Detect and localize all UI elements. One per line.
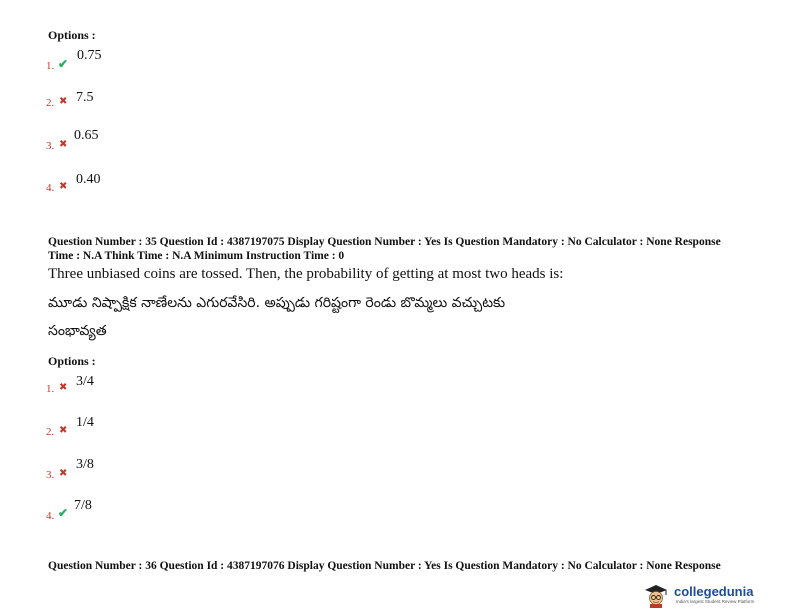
logo-wordmark: collegedunia	[674, 584, 754, 599]
cross-icon: ✖	[59, 96, 68, 107]
collegedunia-logo	[642, 584, 788, 608]
cross-icon: ✖	[59, 181, 68, 192]
question-text-telugu: మూడు నిష్పాక్షిక నాణేలను ఎగురవేసిరి. అప్పుడు గరిష్టంగా రెండు బొమ్మలు వచ్చుటకు	[48, 295, 506, 311]
question-meta-line: Question Number : 35 Question Id : 4387197075 Display Question Number : Yes Is Question Mandatory : No Calculator : None Response	[48, 236, 721, 248]
check-icon: ✔	[58, 57, 69, 71]
option-number: 3.	[46, 469, 55, 481]
option-number: 2.	[46, 426, 55, 438]
option-value: 3/4	[76, 374, 94, 389]
check-icon: ✔	[58, 506, 69, 520]
question-text-telugu-cont: సంభావ్యత	[48, 323, 107, 339]
option-value: 7.5	[76, 90, 94, 105]
options-label: Options :	[48, 28, 96, 42]
option-value: 1/4	[76, 415, 94, 430]
option-number: 2.	[46, 97, 55, 109]
student-mascot-icon	[642, 584, 670, 608]
question-meta-line: Question Number : 36 Question Id : 4387197076 Display Question Number : Yes Is Question Mandatory : No Calculator : None Response	[48, 560, 721, 572]
option-number: 4.	[46, 182, 55, 194]
option-number: 1.	[46, 60, 55, 72]
option-value: 0.75	[77, 48, 102, 63]
option-value: 0.65	[74, 128, 99, 143]
option-value: 3/8	[76, 457, 94, 472]
option-number: 1.	[46, 383, 55, 395]
cross-icon: ✖	[59, 425, 68, 436]
option-number: 3.	[46, 140, 55, 152]
option-number: 4.	[46, 510, 55, 522]
cross-icon: ✖	[59, 468, 68, 479]
logo-tagline: India's largest Student Review Platform	[676, 599, 755, 604]
options-label: Options :	[48, 354, 96, 368]
option-value: 7/8	[74, 498, 92, 513]
cross-icon: ✖	[59, 139, 68, 150]
question-meta-line: Time : N.A Think Time : N.A Minimum Instruction Time : 0	[48, 250, 345, 262]
question-text-english: Three unbiased coins are tossed. Then, the probability of getting at most two heads is:	[48, 266, 564, 282]
option-value: 0.40	[76, 172, 101, 187]
cross-icon: ✖	[59, 382, 68, 393]
